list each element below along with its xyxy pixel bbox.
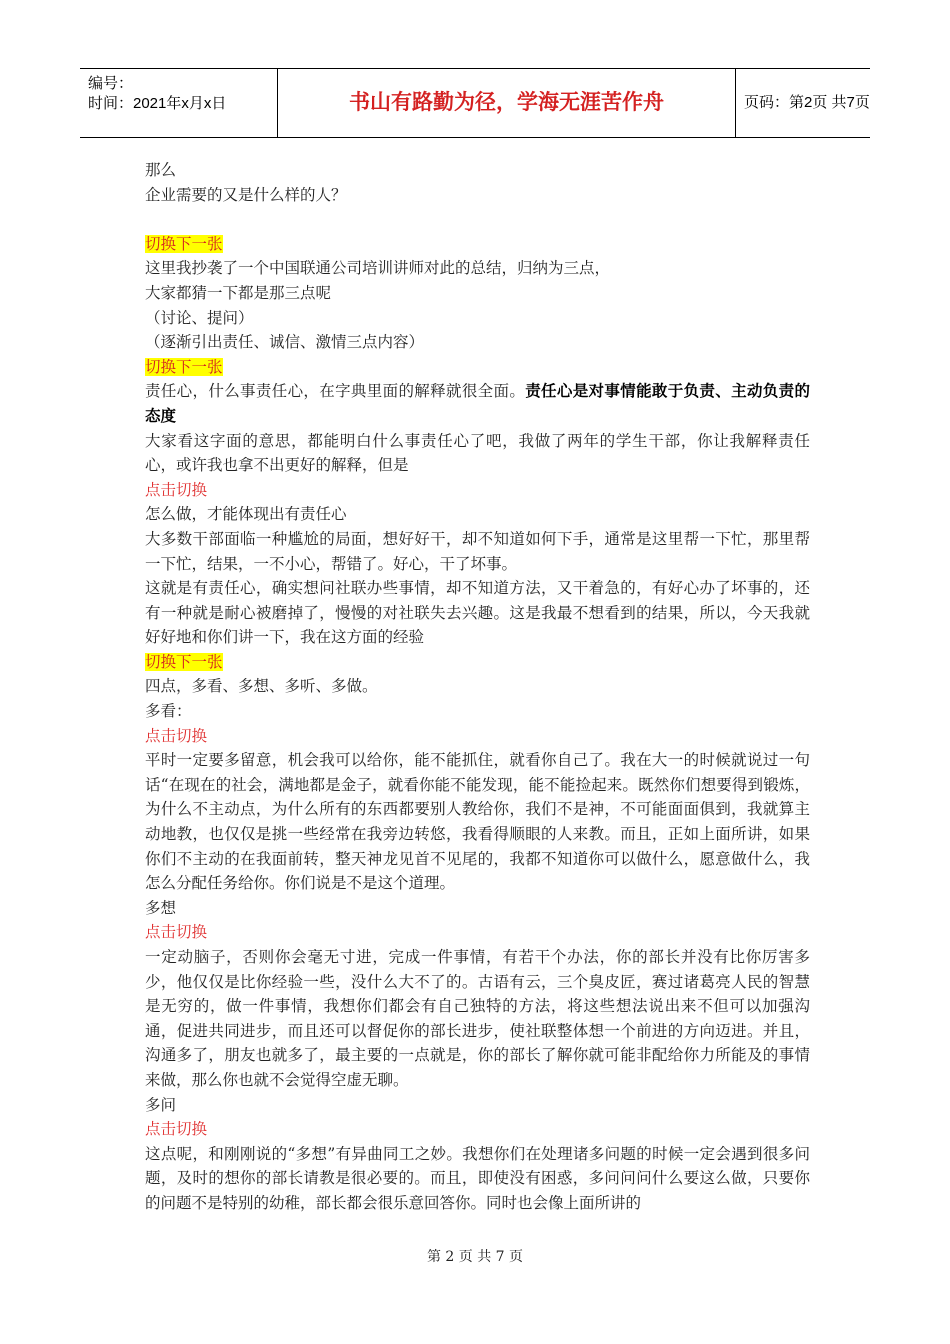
- body-line: 多想: [145, 898, 177, 917]
- click-cue: 点击切换: [145, 1120, 208, 1139]
- paragraph-text: 责任心，什么事责任心，在字典里面的解释就很全面。: [145, 382, 526, 401]
- body-line: 四点，多看、多想、多听、多做。: [145, 677, 378, 696]
- slide-cue-highlight: 切换下一张: [145, 234, 223, 253]
- blank-line: [145, 207, 810, 232]
- body-line: 大家都猜一下都是那三点呢: [145, 283, 332, 302]
- slide-cue-highlight: 切换下一张: [145, 652, 223, 671]
- body-line: （讨论、提问）: [145, 308, 254, 327]
- bold-definition: 责任心是对事情能敢于负责、主动负责的态度: [145, 381, 810, 425]
- body-line: 多问: [145, 1095, 177, 1114]
- body-paragraph: 一定动脑子，否则你会毫无寸进，完成一件事情，有若干个办法，你的部长并没有比你厉害多少，他仅仅是比你经验一些，没什么大不了的。古语有云，三个臭皮匠，赛过诸葛亮人民的智慧是无穷的，做一件事情，我想你们都会有自己独特的方法，将这些想法说出来不但可以加强沟通，促进共同进步，而且还可以督促你的部长进步，使社联整体想一个前进的方向迈进。并且，沟通多了，朋友也就多了，最主要的一点就是，你的部长了解你就可能非配给你力所能及的事情来做，那么你也就不会觉得空虚无聊。: [145, 948, 810, 1089]
- body-paragraph: 这就是有责任心，确实想问社联办些事情，却不知道方法，又干着急的，有好心办了坏事的，还有一种就是耐心被磨掉了，慢慢的对社联失去兴趣。这是我最不想看到的结果，所以，今天我就好好地和你们讲一下，我在这方面的经验: [145, 579, 810, 647]
- body-paragraph: 平时一定要多留意，机会我可以给你，能不能抓住，就看你自己了。我在大一的时候就说过一句话“在现在的社会，满地都是金子，就看你能不能发现，能不能捡起来。既然你们想要得到锻炼，为什么不主动点，为什么所有的东西都要别人教给你，我们不是神，不可能面面俱到，我就算主动地教，也仅仅是挑一些经常在我旁边转悠，我看得顺眼的人来教。而且，正如上面所讲，如果你们不主动的在我面前转，整天神龙见首不见尾的，我都不知道你可以做什么，愿意做什么，我怎么分配任务给你。你们说是不是这个道理。: [145, 751, 810, 893]
- click-cue: 点击切换: [145, 480, 208, 499]
- body-paragraph: 大多数干部面临一种尴尬的局面，想好好干，却不知道如何下手，通常是这里帮一下忙，那里帮一下忙，结果，一不小心，帮错了。好心，干了坏事。: [145, 529, 810, 573]
- header-motto: 书山有路勤为径，学海无涯苦作舟: [278, 69, 736, 137]
- body-paragraph: [145, 379, 810, 428]
- body-line: 多看：: [145, 702, 192, 721]
- body-line: 怎么做，才能体现出有责任心: [145, 505, 347, 524]
- header-meta: [80, 69, 278, 137]
- body-paragraph: 大家看这字面的意思，都能明白什么事责任心了吧，我做了两年的学生干部，你让我解释责任心，或许我也拿不出更好的解释，但是: [145, 431, 810, 475]
- header-page-number: 页码：第2页 共7页: [744, 94, 870, 111]
- body-line: （逐渐引出责任、诚信、激情三点内容）: [145, 333, 425, 352]
- document-date: 时间：2021年x月x日: [88, 95, 227, 112]
- click-cue: 点击切换: [145, 923, 208, 942]
- body-line: 那么: [145, 161, 177, 179]
- page-header: [80, 68, 870, 138]
- page-footer: 第 2 页 共 7 页: [426, 1249, 524, 1265]
- slide-cue-highlight: 切换下一张: [145, 357, 223, 376]
- document-number: 编号：: [88, 75, 134, 92]
- body-paragraph: 这点呢，和刚刚说的“多想”有异曲同工之妙。我想你们在处理诸多问题的时候一定会遇到很多问题，及时的想你的部长请教是很必要的。而且，即使没有困惑，多问问问什么要这么做，只要你的问题不是特别的幼稚，部长都会很乐意回答你。同时也会像上面所讲的: [145, 1144, 810, 1212]
- body-line: 企业需要的又是什么样的人？: [145, 185, 347, 204]
- body-line: 这里我抄袭了一个中国联通公司培训讲师对此的总结，归纳为三点，: [145, 259, 611, 278]
- document-body: [145, 158, 810, 1216]
- click-cue: 点击切换: [145, 726, 208, 745]
